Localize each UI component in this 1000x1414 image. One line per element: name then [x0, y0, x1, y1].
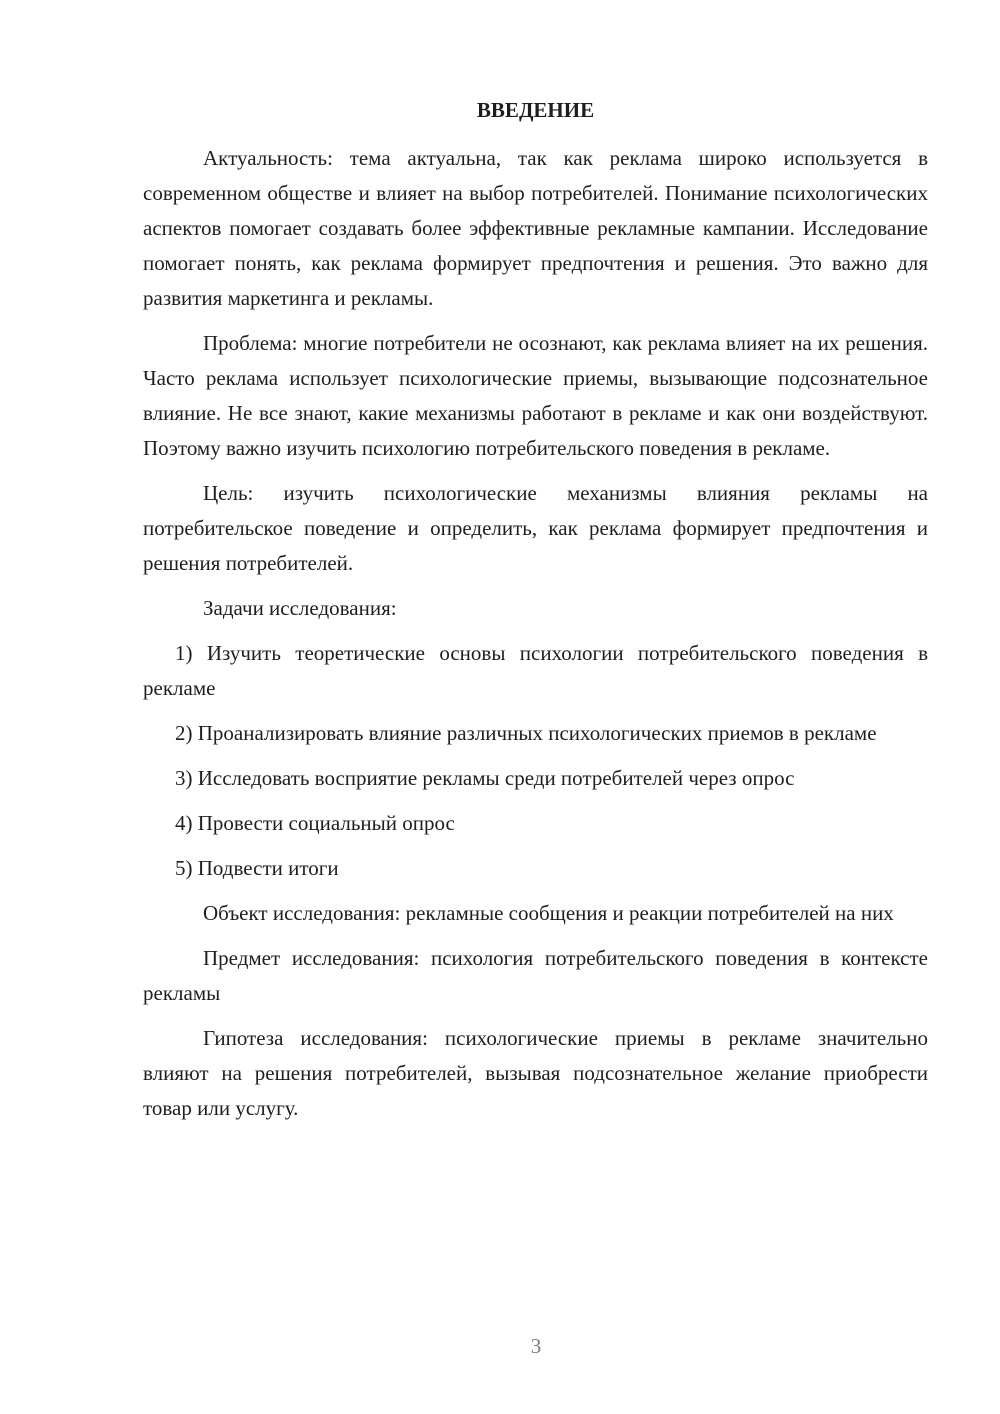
list-item: 4) Провести социальный опрос — [175, 811, 455, 835]
subject-paragraph: Предмет исследования: психология потребительского поведения в контексте рекламы — [143, 946, 928, 1005]
list-item: 2) Проанализировать влияние различных психологических приемов в рекламе — [175, 721, 877, 745]
list-item: 1) Изучить теоретические основы психологии потребительского поведения в рекламе — [143, 641, 928, 700]
goal-paragraph: Цель: изучить психологические механизмы влияния рекламы на потребительское поведение и определить, как реклама формирует предпочтения и решения потребителей. — [143, 481, 928, 575]
list-item: 5) Подвести итоги — [175, 856, 339, 880]
page-title: ВВЕДЕНИЕ — [476, 98, 595, 122]
page-content — [143, 95, 928, 1136]
tasks-list — [143, 636, 928, 886]
object-paragraph: Объект исследования: рекламные сообщения и реакции потребителей на них — [203, 901, 894, 925]
list-item: 3) Исследовать восприятие рекламы среди потребителей через опрос — [175, 766, 795, 790]
problem-paragraph: Проблема: многие потребители не осознают, как реклама влияет на их решения. Часто реклама использует психологические приемы, вызывающие подсознательное влияние. Не все знают, какие механизмы работают в рекламе и как они воздействуют. Поэтому важно изучить психологию потребительского поведения в рекламе. — [143, 331, 928, 460]
hypothesis-paragraph: Гипотеза исследования: психологические приемы в рекламе значительно влияют на решения потребителей, вызывая подсознательное желание приобрести товар или услугу. — [143, 1026, 928, 1120]
tasks-intro: Задачи исследования: — [203, 596, 397, 620]
page-number: 3 — [530, 1334, 542, 1358]
relevance-paragraph: Актуальность: тема актуальна, так как реклама широко используется в современном обществе и влияет на выбор потребителей. Понимание психологических аспектов помогает создавать более эффективные рекламные кампании. Исследование помогает понять, как реклама формирует предпочтения и решения. Это важно для развития маркетинга и рекламы. — [143, 146, 928, 310]
